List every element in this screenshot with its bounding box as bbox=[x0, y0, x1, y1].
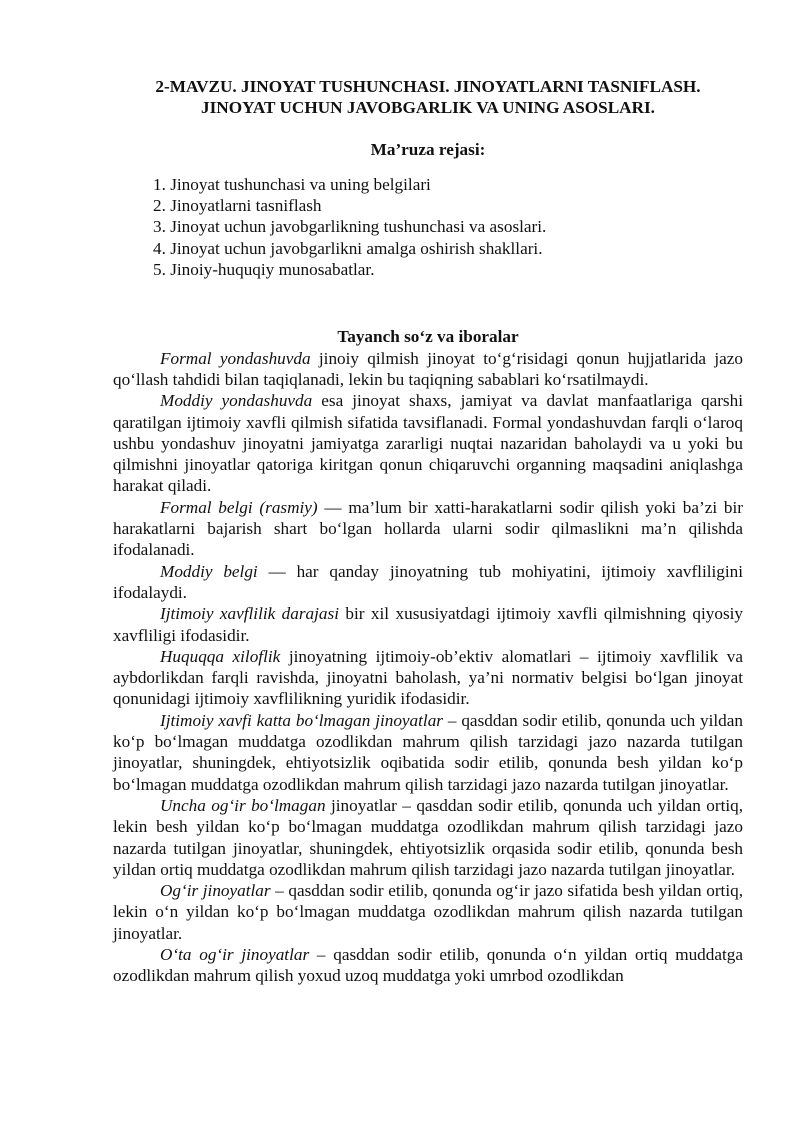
keyword-paragraph bbox=[113, 944, 743, 987]
keyword-term: O‘ta og‘ir jinoyatlar bbox=[160, 944, 310, 964]
keyword-term: Ijtimoiy xavflilik darajasi bbox=[160, 604, 339, 624]
document-title-line-2: JINOYAT UCHUN JAVOBGARLIK VA UNING ASOSLARI. bbox=[201, 98, 655, 118]
keyword-definition: – qasddan sodir etilib, qonunda og‘ir jazo sifatida besh yildan ortiq, lekin o‘n yildan ko‘p bo‘lmagan muddatga ozodlikdan mahrum qilish nazarda tutilgan jinoyatlar. bbox=[113, 881, 743, 943]
keyword-paragraph bbox=[113, 348, 743, 391]
keyword-term: Og‘ir jinoyatlar bbox=[160, 881, 271, 901]
keyword-paragraph bbox=[113, 603, 743, 646]
plan-item: 3. Jinoyat uchun javobgarlikning tushunchasi va asoslari. bbox=[153, 217, 547, 237]
keyword-term: Huquqqa xiloflik bbox=[160, 646, 281, 666]
keyword-paragraph bbox=[113, 710, 743, 795]
keyword-definition: bir xil xususiyatdagi ijtimoiy xavfli qilmishning qiyosiy xavfliligi ifodasidir. bbox=[113, 604, 743, 645]
keyword-term: Moddiy belgi bbox=[160, 561, 258, 581]
keyword-term: Formal yondashuvda bbox=[160, 348, 311, 368]
keywords-heading: Tayanch so‘z va iboralar bbox=[337, 327, 519, 347]
keyword-definition: – qasddan sodir etilib, qonunda uch yildan ko‘p bo‘lmagan muddatga ozodlikdan mahrum qilish tarzidagi jazo nazarda tutilgan jinoyatlar, shuningdek, ehtiyotsizlik oqibatida sodir etilib, qonunda besh yildan ko‘p bo‘lmagan muddatga ozodlikdan mahrum qilish tarzidagi jazo nazarda tutilgan jinoyatlar. bbox=[113, 710, 743, 794]
plan-item: 1. Jinoyat tushunchasi va uning belgilari bbox=[153, 174, 431, 194]
keyword-paragraph bbox=[113, 795, 743, 880]
keyword-definition: jinoyatning ijtimoiy-ob’ektiv alomatlari – ijtimoiy xavflilik va aybdorlikdan farqli ravishda, jinoyatni baholash, ya’ni normativ belgisi bo‘lgan jinoyat qonunidagi ijtimoiy xavflilikning yuridik ifodasidir. bbox=[113, 646, 744, 709]
plan-item: 5. Jinoiy-huquqiy munosabatlar. bbox=[153, 260, 375, 280]
keyword-term: Formal belgi (rasmiy) bbox=[160, 497, 318, 517]
keyword-paragraph bbox=[113, 497, 743, 561]
keyword-paragraph bbox=[113, 880, 743, 944]
keyword-definition: — ma’lum bir xatti-harakatlarni sodir qilish yoki ba’zi bir harakatlarni bajarish shart bo‘lgan hollarda ularni sodir qilmaslikni ma’n qilishda ifodalanadi. bbox=[113, 497, 743, 560]
keyword-definition: esa jinoyat shaxs, jamiyat va davlat manfaatlariga qarshi qaratilgan ijtimoiy xavfli qilmish sifatida tavsiflanadi. Formal yondashuvdan farqli o‘laroq ushbu yondashuv jinoyatni jamiyatga zararligi nuqtai nazaridan baholaydi va u yoki bu qilmishni jinoyatlar qatoriga kiritgan qonun chiqaruvchi organning maqsadini aniqlashga harakat qiladi. bbox=[113, 391, 743, 496]
keyword-paragraph bbox=[113, 561, 743, 604]
plan-item: 2. Jinoyatlarni tasniflash bbox=[153, 196, 322, 216]
keyword-definition: — har qanday jinoyatning tub mohiyatini, ijtimoiy xavfliligini ifodalaydi. bbox=[113, 561, 744, 602]
lecture-plan-list bbox=[153, 174, 743, 280]
keyword-paragraph bbox=[113, 390, 743, 496]
keyword-term: Ijtimoiy xavfi katta bo‘lmagan jinoyatlar bbox=[160, 710, 443, 730]
keyword-definition: – qasddan sodir etilib, qonunda o‘n yildan ortiq muddatga ozodlikdan mahrum qilish yoxud uzoq muddatga yoki umrbod ozodlikdan bbox=[113, 944, 743, 986]
lecture-plan-heading: Ma’ruza rejasi: bbox=[370, 139, 486, 159]
keyword-definition: jinoyatlar – qasddan sodir etilib, qonunda uch yildan ortiq, lekin besh yildan ko‘p bo‘lmagan muddatga ozodlikdan mahrum qilish tarzidagi jazo nazarda tutilgan jinoyatlar, shuningdek, ehtiyotsizlik orqasida sodir etilib, qonunda besh yildan ortiq muddatga ozodlikdan mahrum qilish tarzidagi jazo nazarda tutilgan jinoyatlar. bbox=[113, 795, 744, 879]
keyword-definition: jinoiy qilmish jinoyat to‘g‘risidagi qonun hujjatlarida jazo qo‘llash tahdidi bilan taqiqlanadi, lekin bu taqiqning sabablari ko‘rsatilmaydi. bbox=[113, 348, 743, 389]
keyword-paragraph bbox=[113, 646, 743, 710]
keyword-term: Moddiy yondashuvda bbox=[160, 391, 313, 411]
plan-item: 4. Jinoyat uchun javobgarlikni amalga oshirish shakllari. bbox=[153, 238, 543, 258]
document-title-line-1: 2-MAVZU. JINOYAT TUSHUNCHASI. JINOYATLARNI TASNIFLASH. bbox=[155, 77, 701, 96]
keywords-section bbox=[113, 348, 743, 987]
keyword-term: Uncha og‘ir bo‘lmagan bbox=[160, 795, 326, 815]
